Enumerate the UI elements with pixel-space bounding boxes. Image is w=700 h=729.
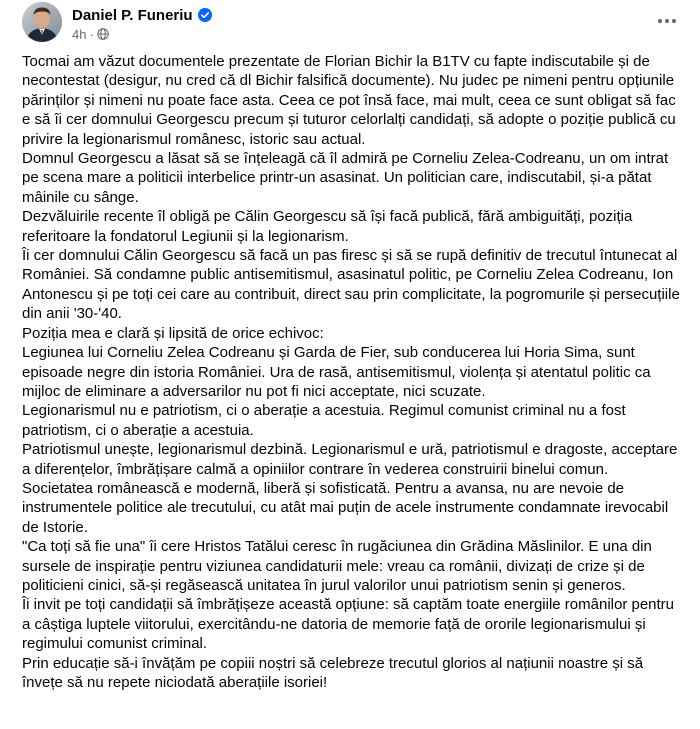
post-paragraph: Societatea românească e modernă, liberă și sofisticată. Pentru a avansa, nu are nevoie de instrumentele politice ale trecutului, cu atât mai puțin de acele instrumente condamnate irevocabil de Istorie. [22,479,669,536]
post-time[interactable]: 4h [72,26,87,42]
avatar-photo-icon [22,2,62,42]
post-paragraph: Legionarismul nu e patriotism, ci o aberație a acestuia. Regimul comunist criminal nu a fost patriotism, ci o aberație a acestuia. [22,402,626,439]
post-paragraph: Îi cer domnului Călin Georgescu să facă un pas firesc și să se rupă definitiv de trecutul întunecat al României. Să condamne public antisemitismul, asasinatul politic, pe Corneliu Zelea Codreanu, Ion Antonescu și pe toți cei care au contribuit, direct sau prin complicitate, la pogromurile și persecuțiile din anii '30-'40. [22,247,680,323]
globe-icon [97,28,109,40]
more-dots-icon [657,18,677,24]
post-paragraph: Poziția mea e clară și lipsită de orice echivoc: [22,324,324,342]
post-paragraph: Tocmai am văzut documentele prezentate de Florian Bichir la B1TV cu fapte indiscutabile și de necontestat (desigur, nu cred că dl Bichir falsifică documente). Nu judec pe nimeni pentru opțiunile părinților și nimeni nu poate face asta. Ceea ce pot însă face, mai mult, ceea ce sunt obligat să fac e să îi cer domnului Georgescu precum și tuturor celorlalți candidați, să adopte o poziție publică cu privire la legionarismul românesc, istoric sau actual. [22,53,676,148]
more-options-button[interactable] [652,6,682,36]
post-paragraph: Dezvăluirile recente îl obligă pe Călin Georgescu să își facă publică, fără ambiguități, poziția referitoare la fondatorul Legiunii și la legionarism. [22,208,633,245]
avatar[interactable] [22,2,62,42]
post-text [22,52,682,692]
meta-separator: · [89,26,94,42]
post-paragraph: Domnul Georgescu a lăsat să se înțeleagă că îl admiră pe Corneliu Zelea-Codreanu, un om intrat pe scena mare a politicii interbelice printr-un asasinat. Un politician care, indiscutabil, și-a pătat mâinile cu sânge. [22,150,669,206]
post-paragraph: "Ca toți să fie una" îi cere Hristos Tatălui ceresc în rugăciunea din Grădina Măslinilor. E una din sursele de inspirație pentru viziunea candidaturii mele: vreau ca românii, divizați de crize și de politicieni cinici, să-și regăsească unitatea în jurul valorilor unui patriotism senin și generos. [22,538,652,594]
author-name[interactable]: Daniel P. Funeriu [72,6,193,24]
post-paragraph: Prin educație să-i învățăm pe copiii noștri să celebreze trecutul glorios al națiunii noastre și să învețe să nu repete niciodată aberațiile isoriei! [22,654,644,691]
post-paragraph: Legiunea lui Corneliu Zelea Codreanu și Garda de Fier, sub conducerea lui Horia Sima, sunt episoade negre din istoria României. Ura de rasă, antisemitismul, violența și atentatul politic ca mijloc de eliminare a adversarilor nu pot fi nici acceptate, nici scuzate. [22,344,651,400]
post-meta [72,26,109,42]
post-header [22,2,682,46]
post-paragraph: Patriotismul unește, legionarismul dezbină. Legionarismul e ură, patriotismul e dragoste, acceptare a diferențelor, îmbrățișare calmă a opiniilor contrare în vederea construirii binelui comun. [22,441,678,478]
author [72,5,212,25]
post-paragraph: Îi invit pe toți candidații să îmbrățișeze această opțiune: să captăm toate energiile românilor pentru a câștiga luptele viitorului, exercitându-ne datoria de memorie față de ororile legionarismului și regimului comunist criminal. [22,596,675,653]
verified-badge-icon [198,8,212,22]
